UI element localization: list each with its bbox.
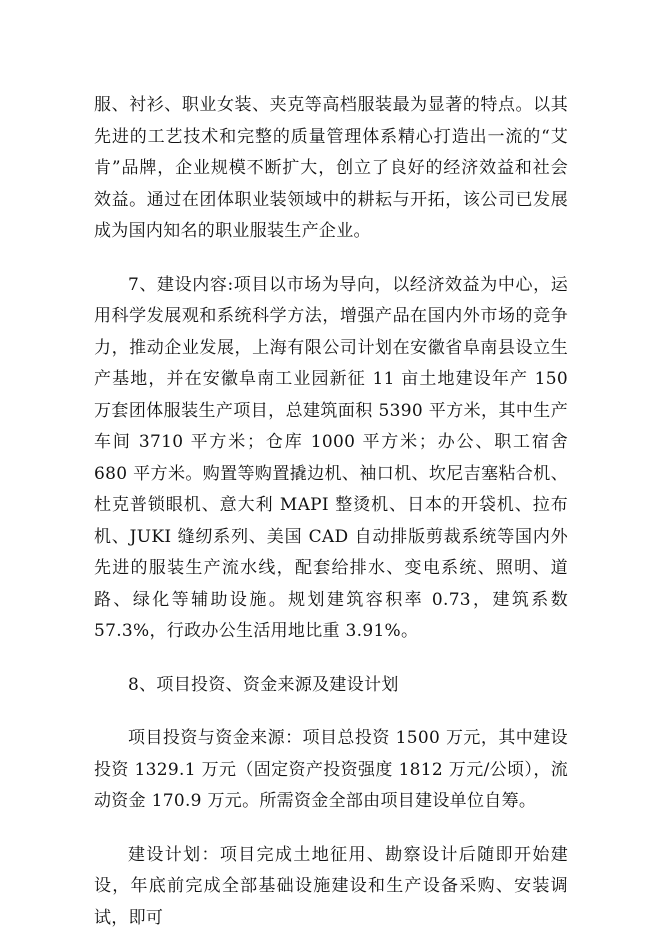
section-heading-investment: 8、项目投资、资金来源及建设计划 (128, 674, 399, 695)
paragraph-construction-plan: 建设计划：项目完成土地征用、勘察设计后随即开始建设，年底前完成全部基础设施建设和生产设备采购、安装调试，即可 (94, 844, 568, 928)
document-body (94, 90, 568, 934)
paragraph-investment-funding: 项目投资与资金来源：项目总投资 1500 万元，其中建设投资 1329.1 万元（固定资产投资强度 1812 万元/公顷），流动资金 170.9 万元。所需资金全部由项目建设单位自筹。 (94, 728, 568, 811)
paragraph-company-profile: 服、衬衫、职业女装、夹克等高档服装最为显著的特点。以其先进的工艺技术和完整的质量管理体系精心打造出一流的“艾肯”品牌，企业规模不断扩大，创立了良好的经济效益和社会效益。通过在团体职业装领域中的耕耘与开拓，该公司已发展成为国内知名的职业服装生产企业。 (94, 95, 568, 241)
paragraph-construction-content: 7、建设内容:项目以市场为导向，以经济效益为中心，运用科学发展观和系统科学方法，增强产品在国内外市场的竞争力，推动企业发展，上海有限公司计划在安徽省阜南县设立生产基地，并在安徽阜南工业园新征 11 亩土地建设年产 150 万套团体服装生产项目，总建筑面积 5390 平方米，其中生产车间 3710 平方米；仓库 1000 平方米；办公、职工宿舍 680 平方米。购置等购置撬边机、袖口机、坎尼吉塞粘合机、杜克普锁眼机、意大利 MAPI 整烫机、日本的开袋机、拉布机、JUKI 缝纫系列、美国 CAD 自动排版剪裁系统等国内外先进的服装生产流水线，配套给排水、变电系统、照明、道路、绿化等辅助设施。规划建筑容积率 0.73，建筑系数 57.3%，行政办公生活用地比重 3.91%。 (94, 274, 568, 641)
